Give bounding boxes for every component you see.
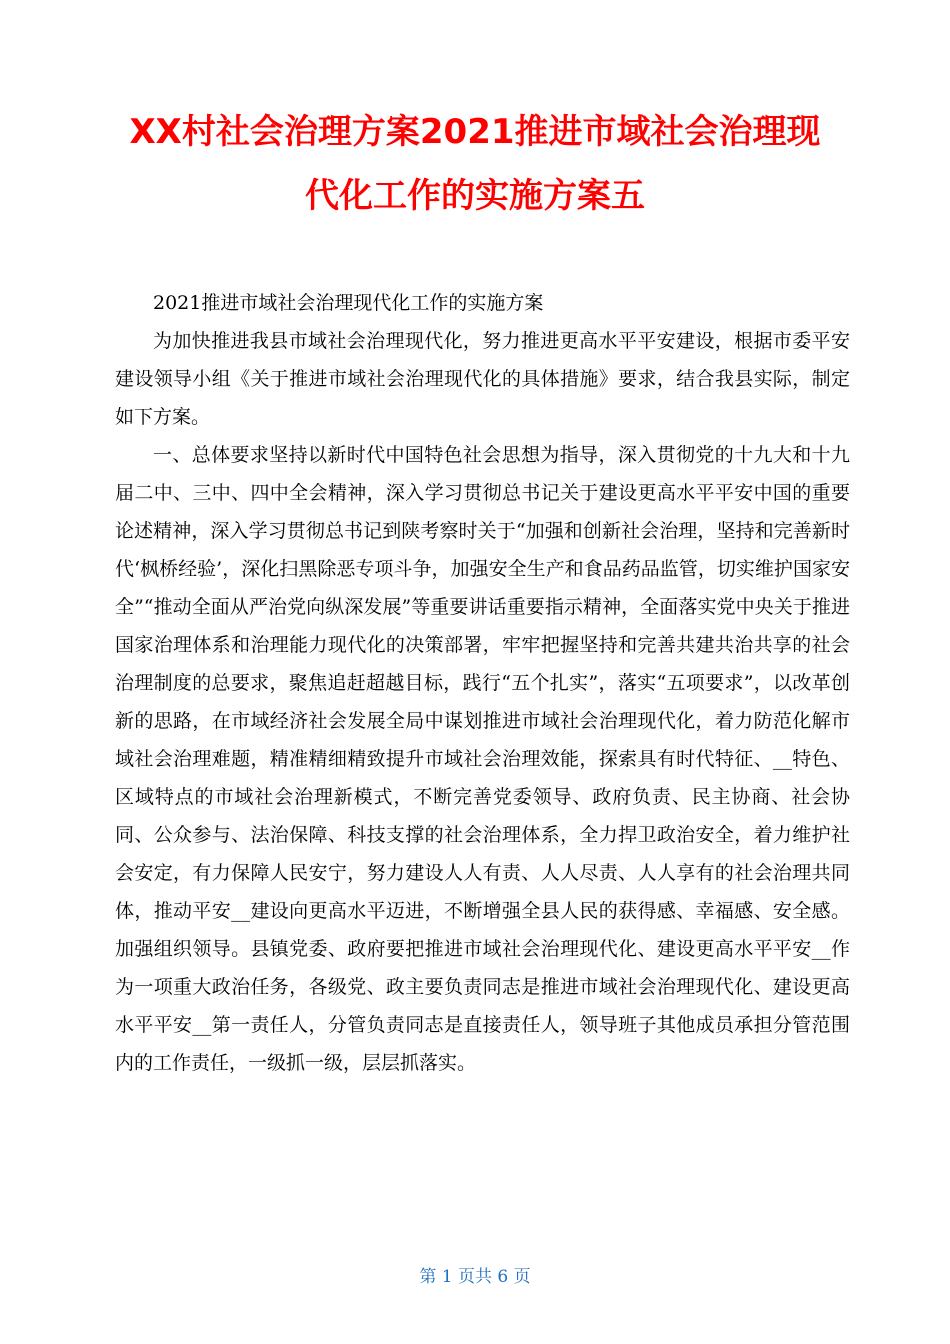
document-title-line-1: XX村社会治理方案2021推进市域社会治理现 [129,112,821,152]
document-title-line-2: 代化工作的实施方案五 [305,176,645,216]
document-body [115,284,850,1082]
page-footer: 第 1 页共 6 页 [419,1267,531,1287]
requirements-paragraph: 一、总体要求坚持以新时代中国特色社会思想为指导，深入贯彻党的十九大和十九届二中、三中、四中全会精神，深入学习贯彻总书记关于建设更高水平平安中国的重要论述精神，深入学习贯彻总书记到陕考察时关于“加强和创新社会治理，坚持和完善新时代‘枫桥经验’，深化扫黑除恶专项斗争，加强安全生产和食品药品监管，切实维护国家安全”“推动全面从严治党向纵深发展”等重要讲话重要指示精神，全面落实党中央关于推进国家治理体系和治理能力现代化的决策部署，牢牢把握坚持和完善共建共治共享的社会治理制度的总要求，聚焦追赶超越目标，践行“五个扎实”，落实“五项要求”，以改革创新的思路，在市域经济社会发展全局中谋划推进市域社会治理现代化，着力防范化解市域社会治理难题，精准精细精致提升市域社会治理效能，探索具有时代特征、__特色、区域特点的市域社会治理新模式，不断完善党委领导、政府负责、民主协商、社会协同、公众参与、法治保障、科技支撑的社会治理体系，全力捍卫政治安全，着力维护社会安定，有力保障人民安宁，努力建设人人有责、人人尽责、人人享有的社会治理共同体，推动平安__建设向更高水平迈进，不断增强全县人民的获得感、幸福感、安全感。加强组织领导。县镇党委、政府要把推进市域社会治理现代化、建设更高水平平安__作为一项重大政治任务，各级党、政主要负责同志是推进市域社会治理现代化、建设更高水平平安__第一责任人，分管负责同志是直接责任人，领导班子其他成员承担分管范围内的工作责任，一级抓一级，层层抓落实。 [115,444,850,1074]
subtitle-paragraph: 2021推进市域社会治理现代化工作的实施方案 [153,292,544,314]
intro-paragraph: 为加快推进我县市域社会治理现代化，努力推进更高水平平安建设，根据市委平安建设领导小组《关于推进市域社会治理现代化的具体措施》要求，结合我县实际，制定如下方案。 [115,330,850,428]
document-title [100,100,850,228]
